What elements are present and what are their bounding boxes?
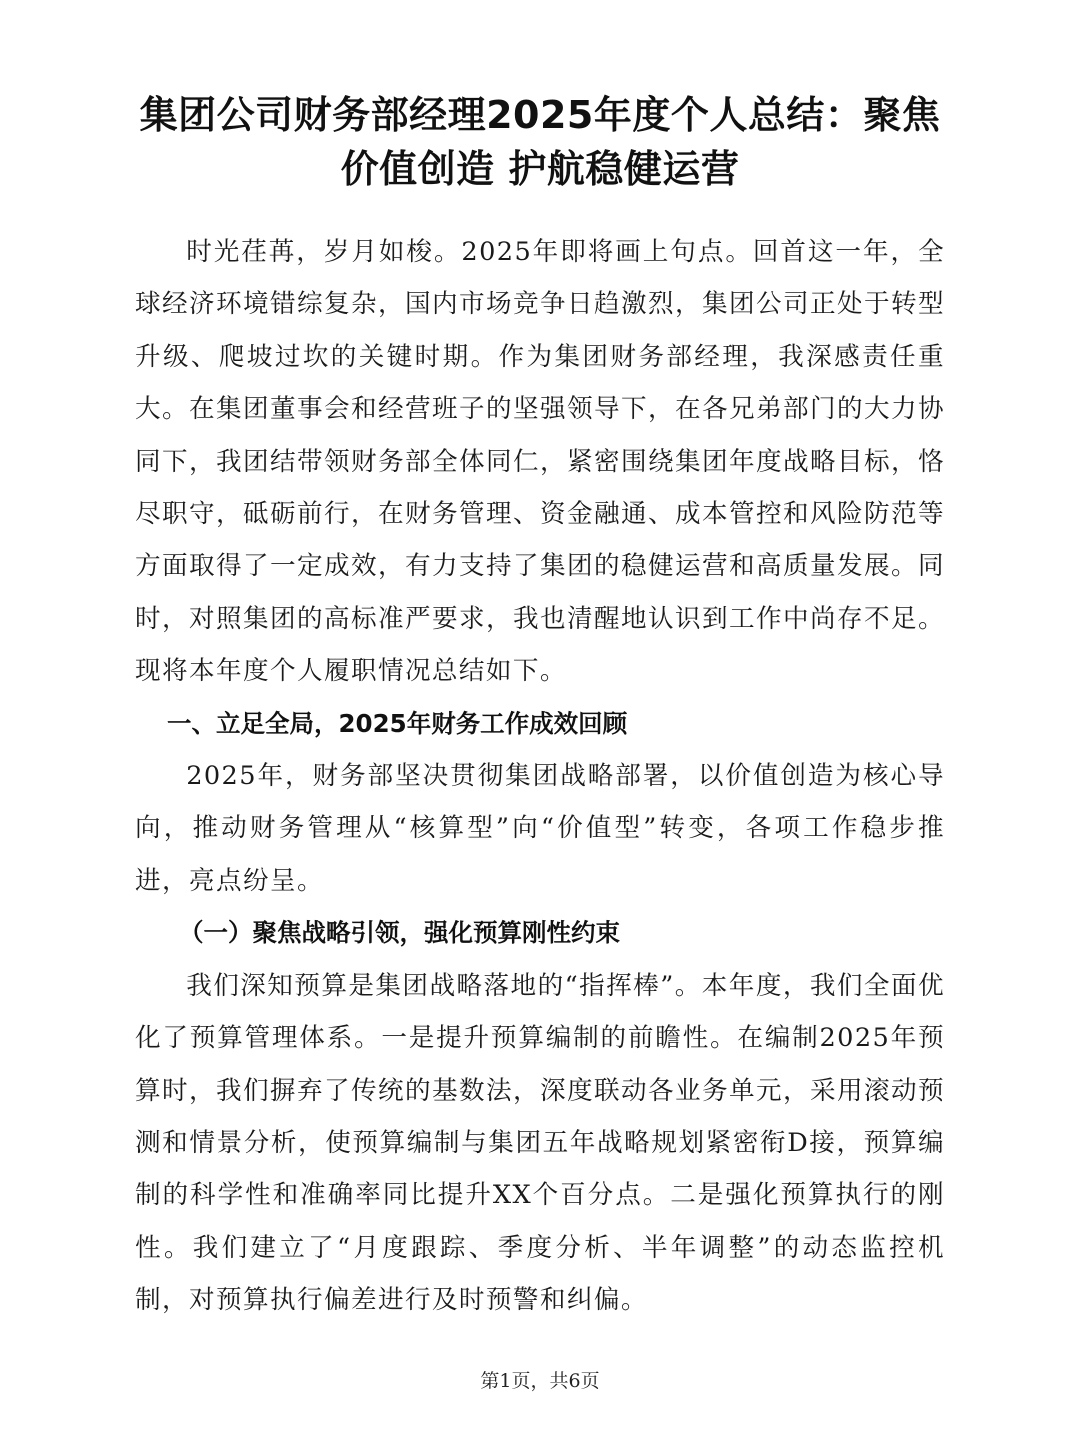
- title-line-2: 价值创造 护航稳健运营: [340, 147, 740, 191]
- intro-paragraph: 时光荏苒，岁月如梭。2025年即将画上句点。回首这一年，全球经济环境错综复杂，国内市场竞争日趋激烈，集团公司正处于转型升级、爬坡过坎的关键时期。作为集团财务部经理，我深感责任重大。在集团董事会和经营班子的坚强领导下，在各兄弟部门的大力协同下，我团结带领财务部全体同仁，紧密围绕集团年度战略目标，恪尽职守，砥砺前行，在财务管理、资金融通、成本管控和风险防范等方面取得了一定成效，有力支持了集团的稳健运营和高质量发展。同时，对照集团的高标准严要求，我也清醒地认识到工作中尚存不足。现将本年度个人履职情况总结如下。: [135, 237, 945, 687]
- subsection-paragraph: 我们深知预算是集团战略落地的“指挥棒”。本年度，我们全面优化了预算管理体系。一是提升预算编制的前瞻性。在编制2025年预算时，我们摒弃了传统的基数法，深度联动各业务单元，采用滚动预测和情景分析，使预算编制与集团五年战略规划紧密衔D接，预算编制的科学性和准确率同比提升XX个百分点。二是强化预算执行的刚性。我们建立了“月度跟踪、季度分析、半年调整”的动态监控机制，对预算执行偏差进行及时预警和纠偏。: [135, 970, 945, 1316]
- document-title: [135, 88, 945, 196]
- title-line-1: 集团公司财务部经理2025年度个人总结：聚焦: [139, 93, 941, 137]
- page-number: 第1页，共6页: [480, 1370, 600, 1392]
- document-body: [135, 226, 945, 1327]
- subsection-heading: （一）聚焦战略引领，强化预算刚性约束: [179, 918, 620, 948]
- section-heading: 一、立足全局，2025年财务工作成效回顾: [167, 708, 628, 738]
- section-paragraph: 2025年，财务部坚决贯彻集团战略部署，以价值创造为核心导向，推动财务管理从“核算型”向“价值型”转变，各项工作稳步推进，亮点纷呈。: [135, 761, 945, 896]
